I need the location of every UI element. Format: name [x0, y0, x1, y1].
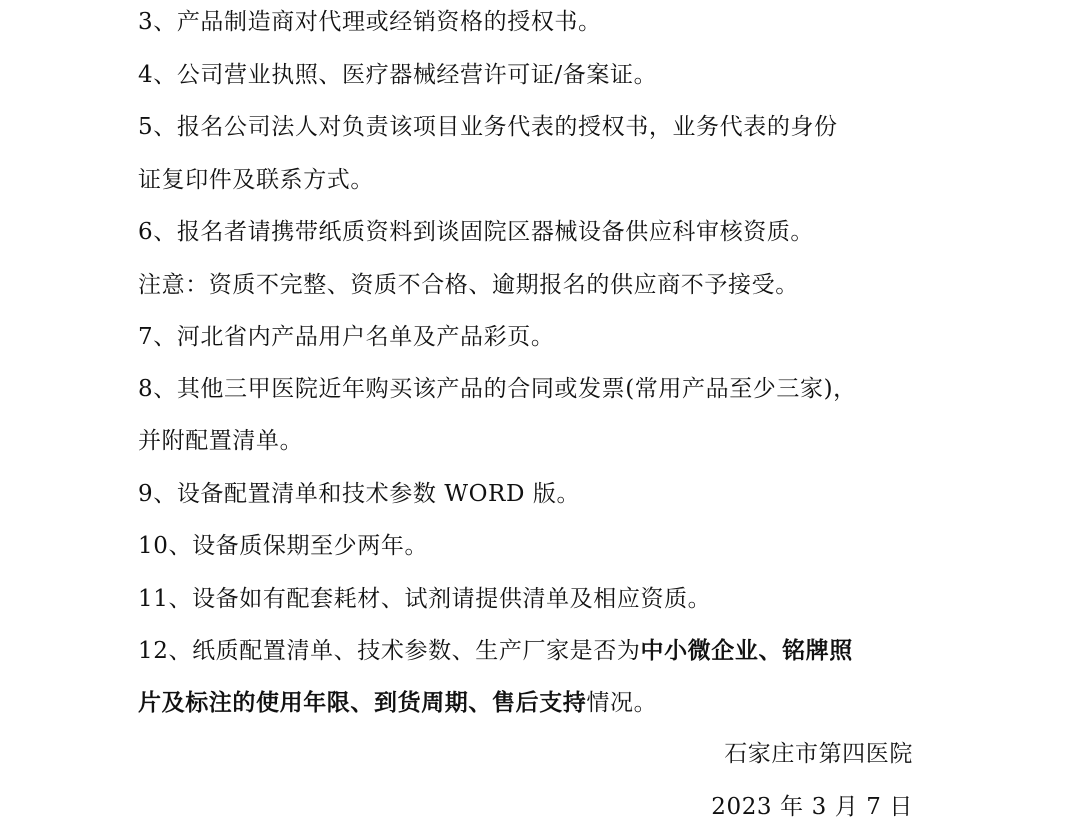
item-7: 7、河北省内产品用户名单及产品彩页。	[138, 324, 555, 350]
item-8-continued: 并附配置清单。	[138, 428, 304, 454]
item-8: 8、其他三甲医院近年购买该产品的合同或发票(常用产品至少三家)，	[138, 376, 857, 402]
item-5-continued: 证复印件及联系方式。	[138, 167, 374, 193]
item-12-continued	[138, 683, 913, 723]
item-10: 10、设备质保期至少两年。	[138, 533, 429, 559]
item-12-emphasis-continued: 片及标注的使用年限、到货周期、售后支持	[138, 689, 587, 716]
item-11: 11、设备如有配套耗材、试剂请提供清单及相应资质。	[138, 586, 712, 612]
item-9: 9、设备配置清单和技术参数 WORD 版。	[138, 481, 581, 507]
item-12-ending: 情况。	[586, 690, 658, 716]
item-6: 6、报名者请携带纸质资料到谈固院区器械设备供应科审核资质。	[138, 219, 815, 245]
item-3: 3、产品制造商对代理或经销资格的授权书。	[138, 9, 602, 35]
notice: 注意：资质不完整、资质不合格、逾期报名的供应商不予接受。	[138, 272, 799, 298]
item-12-emphasis: 中小微企业、铭牌照	[640, 637, 853, 664]
item-12-text: 12、纸质配置清单、技术参数、生产厂家是否为	[138, 638, 641, 664]
signature-organization: 石家庄市第四医院	[724, 741, 913, 767]
item-4: 4、公司营业执照、医疗器械经营许可证/备案证。	[138, 62, 658, 88]
item-5: 5、报名公司法人对负责该项目业务代表的授权书，业务代表的身份	[138, 114, 838, 140]
item-12	[138, 631, 913, 671]
signature-date: 2023 年 3 月 7 日	[711, 794, 913, 820]
